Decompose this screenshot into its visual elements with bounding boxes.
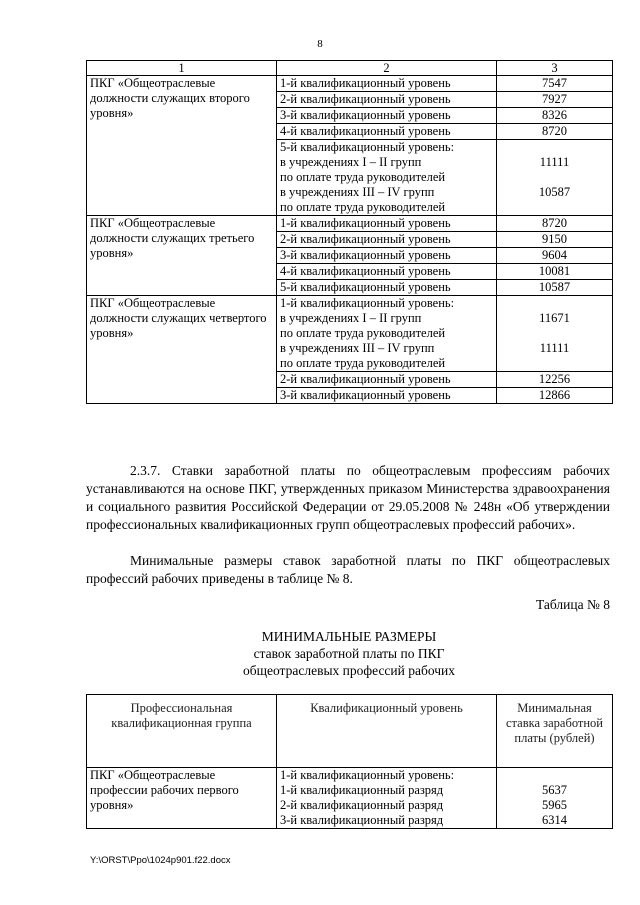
level-heading: 1-й квалификационный уровень: <box>280 296 455 310</box>
level-subline: по оплате труда руководителей <box>280 170 446 184</box>
value-cell: 10081 <box>497 264 613 280</box>
table-row <box>87 296 613 372</box>
value-cell: 7547 <box>497 76 613 92</box>
group-name-cell: ПКГ «Общеотраслевые должности служащих третьего уровня» <box>87 216 277 296</box>
value-line: 5965 <box>542 798 567 812</box>
group-name-cell: ПКГ «Общеотраслевые должности служащих второго уровня» <box>87 76 277 216</box>
level-cell: 5-й квалификационный уровень <box>277 280 497 296</box>
table-title <box>86 628 612 679</box>
column-header: 3 <box>497 61 613 76</box>
title-line: ставок заработной платы по ПКГ <box>253 646 445 661</box>
value-line: 11111 <box>539 155 570 169</box>
level-cell: 2-й квалификационный уровень <box>277 372 497 388</box>
level-heading: 1-й квалификационный уровень: <box>280 768 455 782</box>
title-line: общеотраслевых профессий рабочих <box>242 663 456 678</box>
column-header: 1 <box>87 61 277 76</box>
value-cell: 8720 <box>497 124 613 140</box>
level-cell-multi <box>277 768 497 829</box>
value-cell: 9604 <box>497 248 613 264</box>
value-cell: 12256 <box>497 372 613 388</box>
level-subline: в учреждениях III – IV групп <box>280 185 435 199</box>
value-cell-multi <box>497 140 613 216</box>
page-number: 8 <box>317 38 323 50</box>
level-subline: по оплате труда руководителей <box>280 326 446 340</box>
value-cell: 12866 <box>497 388 613 404</box>
table-row <box>87 768 613 829</box>
title-line: МИНИМАЛЬНЫЕ РАЗМЕРЫ <box>261 629 437 644</box>
column-header: Квалификационный уровень <box>277 695 497 768</box>
level-cell: 3-й квалификационный уровень <box>277 248 497 264</box>
value-line: 11671 <box>539 311 570 325</box>
table-header-row <box>87 695 613 768</box>
level-subline: по оплате труда руководителей <box>280 200 446 214</box>
value-cell: 7927 <box>497 92 613 108</box>
level-subline: 1-й квалификационный разряд <box>280 783 444 797</box>
salary-table-workers <box>86 694 613 829</box>
file-path-footer: Y:\ORST\Ppo\1024p901.f22.docx <box>90 855 231 866</box>
value-line: 10587 <box>538 185 571 199</box>
column-header: Профессиональная квалификационная группа <box>87 695 277 768</box>
paragraph-min-rates <box>86 552 610 588</box>
level-cell: 4-й квалификационный уровень <box>277 124 497 140</box>
level-cell: 2-й квалификационный уровень <box>277 92 497 108</box>
level-cell: 3-й квалификационный уровень <box>277 108 497 124</box>
level-cell: 2-й квалификационный уровень <box>277 232 497 248</box>
level-cell: 1-й квалификационный уровень <box>277 76 497 92</box>
level-subline: в учреждениях III – IV групп <box>280 341 435 355</box>
level-heading: 5-й квалификационный уровень: <box>280 140 455 154</box>
paragraph-2-3-7 <box>86 462 610 534</box>
value-cell: 10587 <box>497 280 613 296</box>
column-header: Минимальная ставка заработной платы (рублей) <box>497 695 613 768</box>
table-caption: Таблица № 8 <box>536 597 610 612</box>
value-cell: 8326 <box>497 108 613 124</box>
value-cell-multi <box>497 296 613 372</box>
table-row <box>87 76 613 92</box>
value-cell: 8720 <box>497 216 613 232</box>
level-subline: 2-й квалификационный разряд <box>280 798 444 812</box>
level-cell: 3-й квалификационный уровень <box>277 388 497 404</box>
column-header: 2 <box>277 61 497 76</box>
group-name-cell: ПКГ «Общеотраслевые должности служащих четвертого уровня» <box>87 296 277 404</box>
value-cell-multi <box>497 768 613 829</box>
level-cell: 4-й квалификационный уровень <box>277 264 497 280</box>
level-subline: в учреждениях I – II групп <box>280 311 422 325</box>
level-subline: в учреждениях I – II групп <box>280 155 422 169</box>
group-name-cell: ПКГ «Общеотраслевые профессии рабочих первого уровня» <box>87 768 277 829</box>
value-line: 6314 <box>542 813 567 827</box>
level-cell: 1-й квалификационный уровень <box>277 216 497 232</box>
value-line: 11111 <box>539 341 570 355</box>
level-cell-multi <box>277 140 497 216</box>
table-row <box>87 216 613 232</box>
level-subline: 3-й квалификационный разряд <box>280 813 444 827</box>
table-header-row <box>87 61 613 76</box>
level-subline: по оплате труда руководителей <box>280 356 446 370</box>
level-cell-multi <box>277 296 497 372</box>
paragraph-text: 2.3.7. Ставки заработной платы по общеотраслевым профессиям рабочих устанавливаются на основе ПКГ, утвержденных приказом Министерства здравоохранения и социального развития Российской Федерации от 29.05.2008 № 248н «Об утверждении профессиональных квалификационных групп общеотраслевых профессий рабочих». <box>86 463 610 532</box>
value-cell: 9150 <box>497 232 613 248</box>
value-line: 5637 <box>542 783 567 797</box>
salary-table-employees <box>86 60 613 404</box>
paragraph-text: Минимальные размеры ставок заработной платы по ПКГ общеотраслевых профессий рабочих приведены в таблице № 8. <box>86 553 610 586</box>
